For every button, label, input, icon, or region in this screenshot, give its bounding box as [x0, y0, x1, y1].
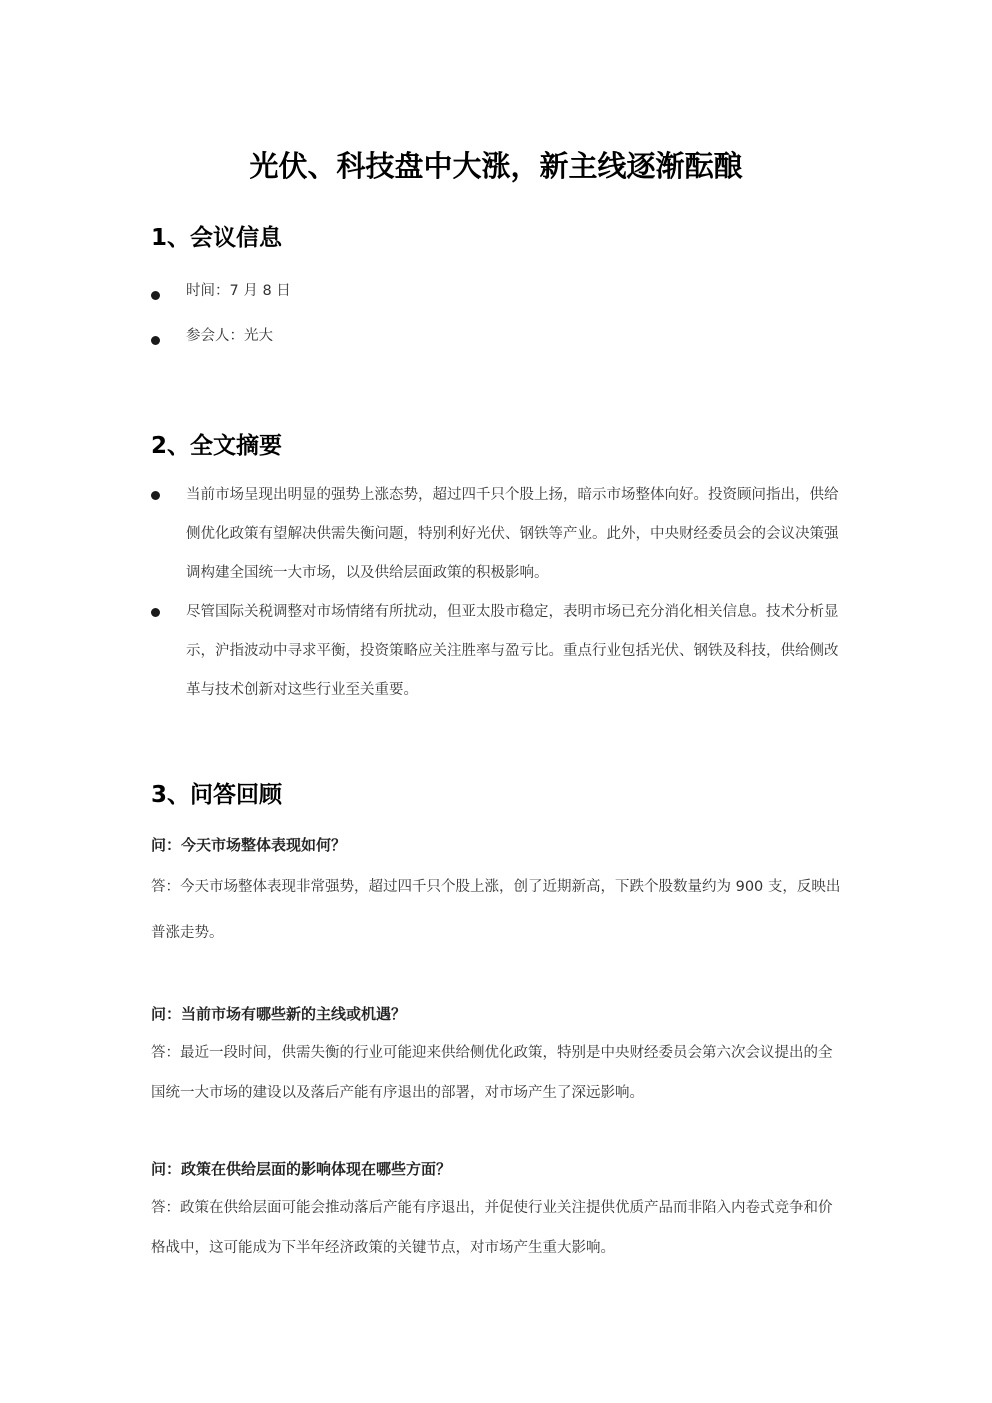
bullet-icon [151, 291, 160, 300]
section-heading-summary: 2、全文摘要 [151, 433, 283, 459]
list-item [151, 326, 851, 356]
question: 问：政策在供给层面的影响体现在哪些方面？ [151, 1160, 452, 1178]
bullet-icon [151, 608, 160, 617]
list-item [151, 281, 851, 311]
answer: 答：今天市场整体表现非常强势，超过四千只个股上涨，创了近期新高，下跌个股数量约为 900 支，反映出普涨走势。 [151, 879, 841, 941]
meeting-time: 时间：7 月 8 日 [186, 283, 291, 299]
section-heading-qa: 3、问答回顾 [151, 782, 283, 808]
list-item [151, 593, 851, 713]
document-title: 光伏、科技盘中大涨，新主线逐渐酝酿 [249, 149, 743, 183]
answer: 答：最近一段时间，供需失衡的行业可能迎来供给侧优化政策，特别是中央财经委员会第六次会议提出的全国统一大市场的建设以及落后产能有序退出的部署，对市场产生了深远影响。 [151, 1045, 833, 1101]
question: 问：今天市场整体表现如何？ [151, 836, 347, 854]
question: 问：当前市场有哪些新的主线或机遇？ [151, 1005, 407, 1023]
summary-paragraph: 尽管国际关税调整对市场情绪有所扰动，但亚太股市稳定，表明市场已充分消化相关信息。技术分析显示，沪指波动中寻求平衡，投资策略应关注胜率与盈亏比。重点行业包括光伏、钢铁及科技，供给侧改革与技术创新对这些行业至关重要。 [186, 604, 839, 698]
bullet-icon [151, 491, 160, 500]
summary-paragraph: 当前市场呈现出明显的强势上涨态势，超过四千只个股上扬，暗示市场整体向好。投资顾问指出，供给侧优化政策有望解决供需失衡问题，特别利好光伏、钢铁等产业。此外，中央财经委员会的会议决策强调构建全国统一大市场，以及供给层面政策的积极影响。 [186, 487, 839, 581]
meeting-attendee: 参会人：光大 [186, 328, 273, 344]
answer: 答：政策在供给层面可能会推动落后产能有序退出，并促使行业关注提供优质产品而非陷入内卷式竞争和价格战中，这可能成为下半年经济政策的关键节点，对市场产生重大影响。 [151, 1200, 833, 1256]
section-heading-meeting-info: 1、会议信息 [151, 225, 283, 251]
bullet-icon [151, 336, 160, 345]
list-item [151, 476, 851, 596]
